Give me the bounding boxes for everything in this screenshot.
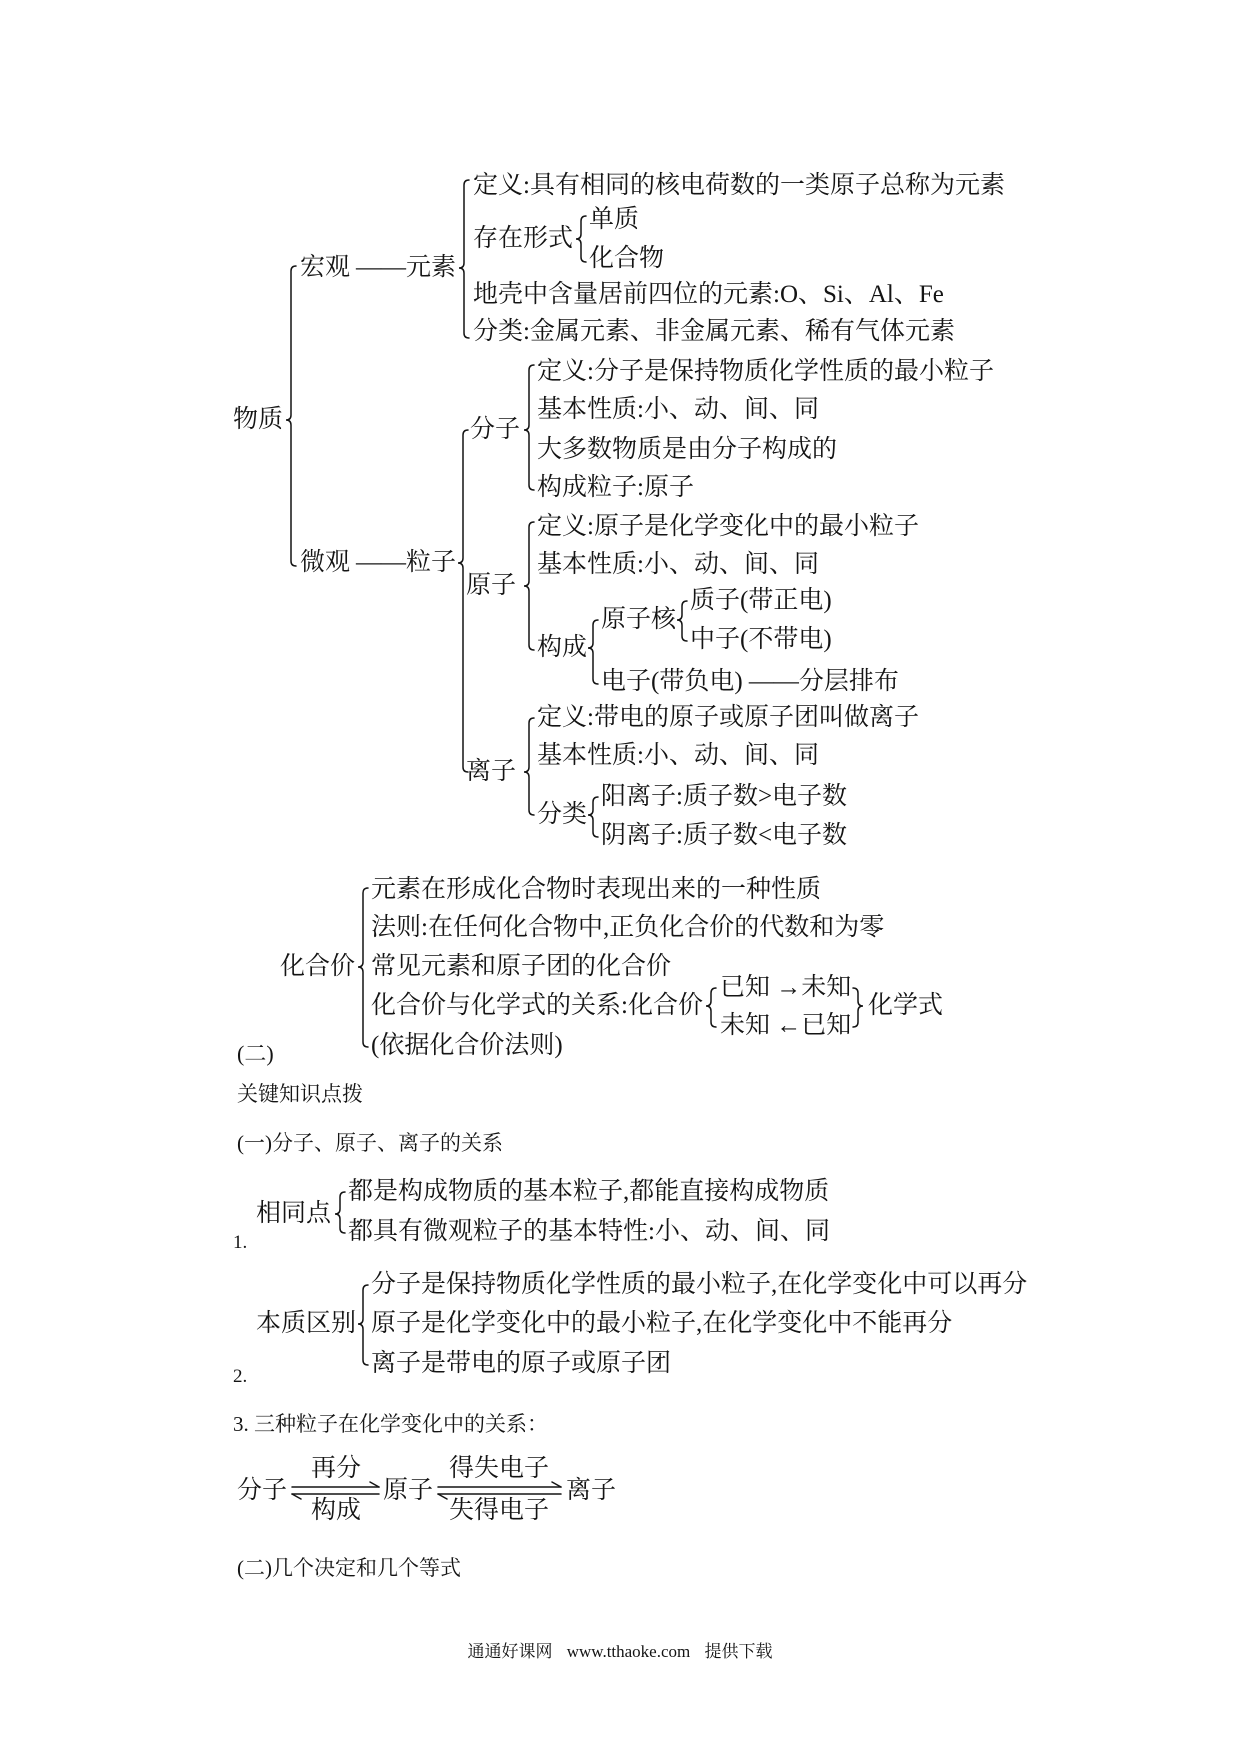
brace-differences <box>358 1285 368 1365</box>
molecule-properties: 基本性质:小、动、间、同 <box>537 396 819 423</box>
element-form-simple: 单质 <box>589 206 640 233</box>
valence-item-basis: (依据化合价法则) <box>371 1032 563 1059</box>
section-two-marker: (二) <box>237 1041 274 1066</box>
scheme-label-compose: 构成 <box>311 1497 362 1524</box>
brace-similarities <box>335 1192 345 1233</box>
valence-item-rule: 法则:在任何化合物中,正负化合价的代数和为零 <box>371 914 885 941</box>
brace-atom <box>524 522 534 650</box>
molecule-constituents: 构成粒子:原子 <box>537 474 694 501</box>
atom-neutron: 中子(不带电) <box>690 626 832 653</box>
molecule-definition: 定义:分子是保持物质化学性质的最小粒子 <box>537 358 994 385</box>
valence-formula: 化学式 <box>868 992 944 1019</box>
atom-nucleus-label: 原子核 <box>601 606 677 633</box>
brace-particle <box>458 430 468 772</box>
valence-item-relation: 化合价与化学式的关系:化合价 <box>371 992 703 1019</box>
valence-relation-known-to-unknown: 已知 →未知 <box>720 974 852 1001</box>
ion-definition: 定义:带电的原子或原子团叫做离子 <box>537 704 919 731</box>
page-footer: 通通好课网 www.tthaoke.com 提供下载 <box>467 1642 773 1661</box>
brace-valence <box>358 888 368 1047</box>
differences-item-ion: 离子是带电的原子或原子团 <box>371 1350 672 1377</box>
ion-label: 离子 <box>466 758 517 785</box>
atom-label: 原子 <box>466 572 517 599</box>
micro-link-particle: ——粒子 <box>356 549 457 576</box>
brace-ion <box>524 718 534 815</box>
next-section-heading: (二)几个决定和几个等式 <box>237 1556 461 1580</box>
element-crust: 地壳中含量居前四位的元素:O、Si、Al、Fe <box>473 281 944 308</box>
element-forms-label: 存在形式 <box>473 225 574 252</box>
ion-properties: 基本性质:小、动、间、同 <box>537 742 819 769</box>
brace-ion-classification <box>588 797 598 837</box>
root-matter: 物质 <box>233 406 284 433</box>
macro-link-element: ——元素 <box>356 254 457 281</box>
scheme-atom: 原子 <box>383 1477 434 1504</box>
key-points-heading: 关键知识点拨 <box>237 1082 363 1106</box>
brace-molecule <box>524 365 534 490</box>
atom-proton: 质子(带正电) <box>690 587 832 614</box>
ion-classification-label: 分类 <box>537 801 588 828</box>
scheme-label-subdivide: 再分 <box>311 1455 362 1482</box>
scheme-molecule: 分子 <box>237 1477 288 1504</box>
scheme-ion: 离子 <box>566 1477 617 1504</box>
element-definition: 定义:具有相同的核电荷数的一类原子总称为元素 <box>473 172 1005 199</box>
transformation-heading: 3. 三种粒子在化学变化中的关系： <box>233 1412 548 1436</box>
element-form-compound: 化合物 <box>589 245 665 272</box>
arrow-atom-to-molecule-head <box>292 1494 301 1499</box>
atom-properties: 基本性质:小、动、间、同 <box>537 551 819 578</box>
macro-label: 宏观 <box>300 254 351 281</box>
similarities-item-2: 都具有微观粒子的基本特性:小、动、间、同 <box>348 1218 830 1245</box>
similarities-label: 相同点 <box>256 1200 332 1227</box>
atom-definition: 定义:原子是化学变化中的最小粒子 <box>537 513 919 540</box>
key-points-subheading: (一)分子、原子、离子的关系 <box>237 1131 503 1155</box>
micro-label: 微观 <box>300 549 351 576</box>
differences-item-molecule: 分子是保持物质化学性质的最小粒子,在化学变化中可以再分 <box>371 1271 1028 1298</box>
valence-item-nature: 元素在形成化合物时表现出来的一种性质 <box>371 876 822 903</box>
brace-valence-formula <box>853 988 863 1027</box>
brace-nucleus <box>677 601 687 641</box>
brace-element <box>459 180 469 338</box>
atom-electron: 电子(带负电) ——分层排布 <box>601 668 899 695</box>
brace-valence-relation <box>706 988 716 1027</box>
ion-anion: 阴离子:质子数<电子数 <box>601 822 848 849</box>
differences-item-atom: 原子是化学变化中的最小粒子,在化学变化中不能再分 <box>371 1310 953 1337</box>
similarities-item-1: 都是构成物质的基本粒子,都能直接构成物质 <box>348 1178 830 1205</box>
molecule-label: 分子 <box>470 416 521 443</box>
differences-label: 本质区别 <box>256 1310 357 1337</box>
element-classification: 分类:金属元素、非金属元素、稀有气体元素 <box>473 318 955 345</box>
scheme-label-gain-lose: 得失电子 <box>449 1455 550 1482</box>
valence-relation-unknown-from-known: 未知 ←已知 <box>720 1012 852 1039</box>
atom-composition-label: 构成 <box>537 634 588 661</box>
arrow-ion-to-atom-head <box>438 1494 447 1499</box>
valence-item-common: 常见元素和原子团的化合价 <box>371 953 672 980</box>
valence-label: 化合价 <box>280 953 356 980</box>
brace-matter <box>286 266 296 566</box>
brace-atom-composition <box>588 620 598 684</box>
similarities-number: 1. <box>233 1232 248 1253</box>
arrow-atom-to-ion-head <box>552 1482 561 1487</box>
molecule-majority: 大多数物质是由分子构成的 <box>537 436 838 463</box>
scheme-label-lose-gain: 失得电子 <box>449 1497 550 1524</box>
brace-element-forms <box>576 216 586 262</box>
ion-cation: 阳离子:质子数>电子数 <box>601 783 848 810</box>
arrow-molecule-to-atom-head <box>370 1482 379 1487</box>
differences-number: 2. <box>233 1366 248 1387</box>
